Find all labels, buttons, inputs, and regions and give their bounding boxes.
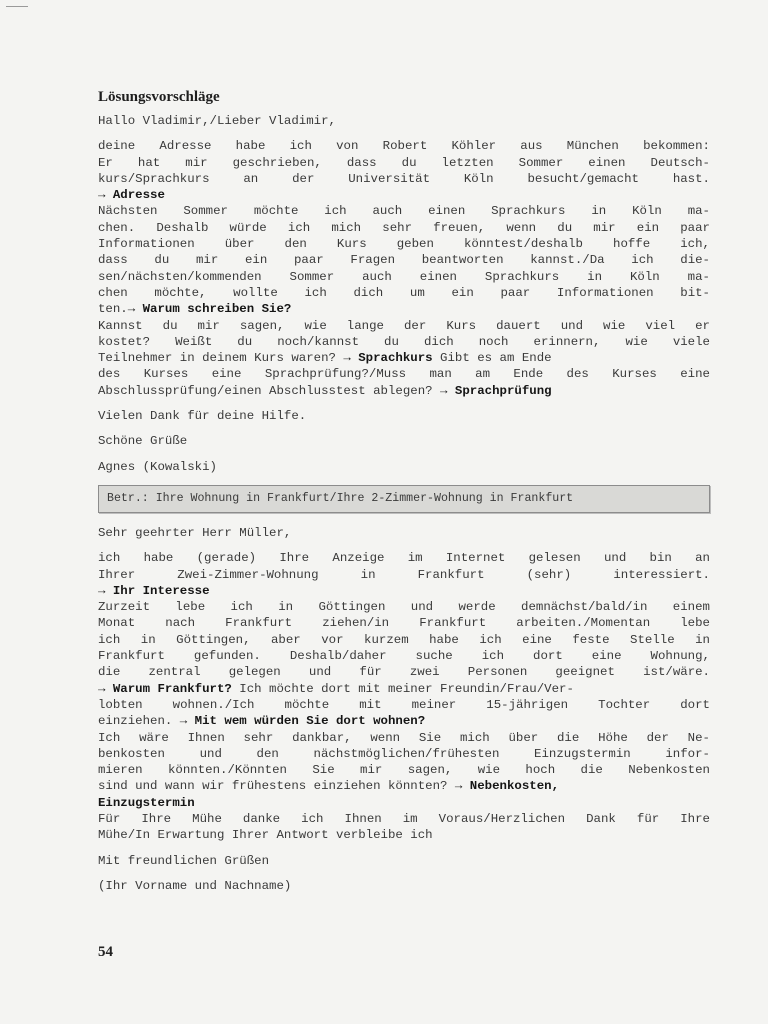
text-fragment: Teilnehmer in deinem Kurs waren? (98, 351, 344, 366)
text-line: Mühe/In Erwartung Ihrer Antwort verbleibe ich (98, 828, 433, 843)
page-number: 54 (98, 944, 113, 960)
subject-box: Betr.: Ihre Wohnung in Frankfurt/Ihre 2-Zimmer-Wohnung in Frankfurt (98, 485, 710, 513)
text-line: chen. Deshalb würde ich mich sehr freuen, wenn du mir ein paar (98, 220, 710, 235)
text-line: Für Ihre Mühe danke ich Ihnen im Voraus/Herzlichen Dank für Ihre (98, 811, 710, 826)
text-line: Ich wäre Ihnen sehr dankbar, wenn Sie mich über die Höhe der Ne- (98, 730, 710, 745)
text-line: sen/nächsten/kommenden Sommer auch einen Sprachkurs in Köln ma- (98, 269, 710, 284)
keyword-your-interest: → Ihr Interesse (98, 583, 210, 598)
text-line: benkosten und den nächstmöglichen/frühesten Einzugstermin infor- (98, 746, 710, 761)
letter2-closing: Mit freundlichen Grüßen (98, 853, 270, 868)
keyword-with-whom: → Mit wem würden Sie dort wohnen? (179, 714, 426, 729)
text-line: Er hat mir geschrieben, dass du letzten Sommer einen Deutsch- (98, 155, 710, 170)
text-line: Ihrer Zwei-Zimmer-Wohnung in Frankfurt (sehr) interessiert. (98, 567, 710, 582)
text-fragment: sind und wann wir frühestens einziehen könnten? (98, 779, 455, 794)
text-line: deine Adresse habe ich von Robert Köhler aus München bekommen: (98, 139, 710, 154)
keyword-language-exam: → Sprachprüfung (440, 383, 552, 398)
keyword-why-write: → Warum schreiben Sie? (127, 302, 292, 317)
text-line: lobten wohnen./Ich möchte mit meiner 15-jährigen Tochter dort (98, 697, 710, 712)
letter2-greeting: Sehr geehrter Herr Müller, (98, 525, 292, 540)
page-title: Lösungsvorschläge (98, 89, 220, 105)
text-line: dass du mir ein paar Fragen beantworten kannst./Da ich die- (98, 253, 710, 268)
text-line: Kannst du mir sagen, wie lange der Kurs dauert und wie viel er (98, 318, 710, 333)
text-line: die zentral gelegen und für zwei Personen geeignet ist/wäre. (98, 665, 710, 680)
text-line: Zurzeit lebe ich in Göttingen und werde demnächst/bald/in einem (98, 600, 710, 615)
text-line: Monat nach Frankfurt ziehen/in Frankfurt arbeiten./Momentan lebe (98, 616, 710, 631)
keyword-move-in-date: Einzugstermin (98, 795, 195, 810)
page-content (98, 86, 710, 894)
keyword-why-frankfurt: → Warum Frankfurt? (98, 681, 232, 696)
text-fragment: Ich möchte dort mit meiner Freundin/Frau/Ver- (231, 681, 574, 696)
keyword-language-course: → Sprachkurs (343, 351, 433, 366)
text-fragment: Gibt es am Ende (432, 351, 552, 366)
text-line: kurs/Sprachkurs an der Universität Köln besucht/gemacht hast. (98, 171, 710, 186)
letter1-thanks: Vielen Dank für deine Hilfe. (98, 409, 307, 424)
keyword-address: → Adresse (98, 188, 165, 203)
letter1-closing: Schöne Grüße (98, 434, 188, 449)
text-line: Frankfurt gefunden. Deshalb/daher suche ich dort eine Wohnung, (98, 649, 710, 664)
text-line: ich habe (gerade) Ihre Anzeige im Internet gelesen und bin an (98, 551, 710, 566)
text-line: Informationen über den Kurs geben könntest/deshalb hoffe ich, (98, 237, 710, 252)
text-line: ich in Göttingen, aber vor kurzem habe ich eine feste Stelle in (98, 632, 710, 647)
letter1-signature: Agnes (Kowalski) (98, 459, 217, 474)
text-line: Nächsten Sommer möchte ich auch einen Sprachkurs in Köln ma- (98, 204, 710, 219)
text-line: mieren könnten./Könnten Sie mir sagen, wie hoch die Nebenkosten (98, 763, 710, 778)
letter1-greeting: Hallo Vladimir,/Lieber Vladimir, (98, 114, 336, 128)
scan-corner-mark (6, 6, 28, 7)
keyword-additional-costs: → Nebenkosten, (454, 779, 560, 794)
text-fragment: ten. (98, 302, 128, 317)
letter2-body (98, 550, 710, 843)
text-fragment: Abschlussprüfung/einen Abschlusstest ablegen? (98, 383, 441, 398)
text-line: kostet? Weißt du noch/kannst du dich noch erinnern, wie viele (98, 334, 710, 349)
letter2-signature: (Ihr Vorname und Nachname) (98, 878, 292, 893)
letter1-body (98, 138, 710, 399)
text-line: chen möchte, wollte ich dich um ein paar Informationen bit- (98, 285, 710, 300)
text-line: des Kurses eine Sprachprüfung?/Muss man am Ende des Kurses eine (98, 367, 710, 382)
text-fragment: einziehen. (98, 714, 180, 729)
